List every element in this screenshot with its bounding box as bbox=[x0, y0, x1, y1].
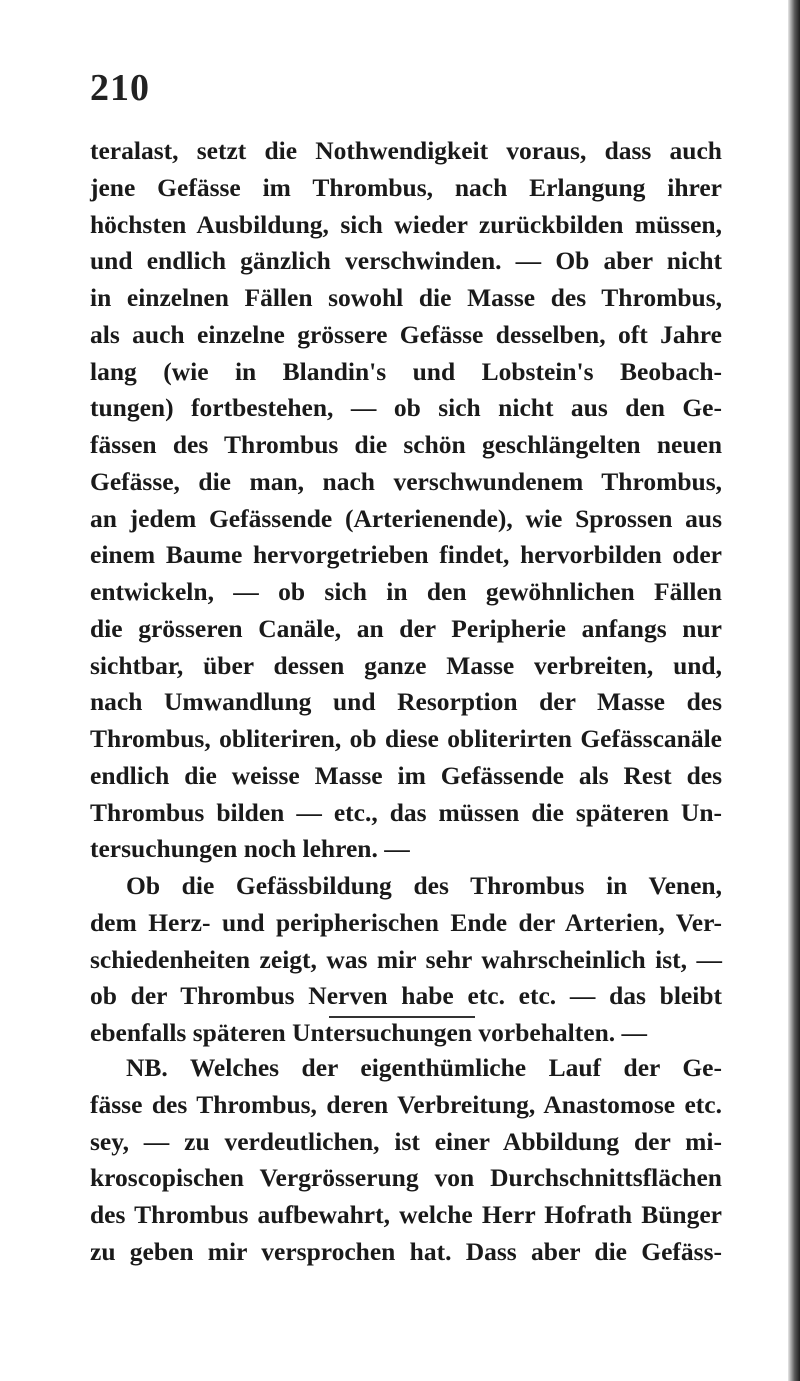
text-line: jene Gefässe im Thrombus, nach Erlangung ihrer bbox=[90, 172, 722, 202]
text-line: als auch einzelne grössere Gefässe desselben, oft Jahre bbox=[90, 319, 722, 349]
text-line: Gefässe, die man, nach verschwundenem Thrombus, bbox=[90, 466, 722, 496]
text-line: sey, — zu verdeutlichen, ist einer Abbildung der mi- bbox=[90, 1126, 722, 1156]
text-line: kroscopischen Vergrösserung von Durchschnittsflächen bbox=[90, 1163, 722, 1193]
text-line: einem Baume hervorgetrieben findet, hervorbilden oder bbox=[90, 540, 722, 570]
note-text-block bbox=[90, 1050, 722, 1271]
note-start-line: NB. Welches der eigenthümliche Lauf der Ge- bbox=[126, 1053, 722, 1082]
text-line: schiedenheiten zeigt, was mir sehr wahrscheinlich ist, — bbox=[90, 944, 722, 974]
text-line: und endlich gänzlich verschwinden. — Ob aber nicht bbox=[90, 246, 722, 276]
page-number: 210 bbox=[90, 67, 150, 109]
text-line: nach Umwandlung und Resorption der Masse des bbox=[90, 687, 722, 717]
text-line: Thrombus bilden — etc., das müssen die späteren Un- bbox=[90, 797, 722, 827]
text-line: die grösseren Canäle, an der Peripherie anfangs nur bbox=[90, 613, 722, 643]
text-line: sichtbar, über dessen ganze Masse verbreiten, und, bbox=[90, 650, 722, 680]
text-line: höchsten Ausbildung, sich wieder zurückbilden müssen, bbox=[90, 209, 722, 239]
text-line: in einzelnen Fällen sowohl die Masse des Thrombus, bbox=[90, 283, 722, 312]
text-line: zu geben mir versprochen hat. Dass aber die Gefäss- bbox=[90, 1236, 722, 1266]
section-separator bbox=[329, 1016, 475, 1018]
text-line: lang (wie in Blandin's und Lobstein's Beobach- bbox=[90, 356, 722, 386]
text-line: tersuchungen noch lehren. — bbox=[90, 834, 410, 864]
text-line: Thrombus, obliteriren, ob diese obliterirten Gefässcanäle bbox=[90, 724, 722, 753]
text-line: entwickeln, — ob sich in den gewöhnlichen Fällen bbox=[90, 577, 722, 606]
text-line: ob der Thrombus Nerven habe etc. etc. — das bleibt bbox=[90, 981, 722, 1011]
text-line: an jedem Gefässende (Arterienende), wie Sprossen aus bbox=[90, 503, 722, 533]
text-line: dem Herz- und peripherischen Ende der Arterien, Ver- bbox=[90, 907, 722, 937]
text-line: fässen des Thrombus die schön geschlängelten neuen bbox=[90, 430, 722, 459]
text-line: tungen) fortbestehen, — ob sich nicht aus den Ge- bbox=[90, 393, 722, 423]
book-spine-edge bbox=[788, 0, 800, 1381]
text-line: ebenfalls späteren Untersuchungen vorbehalten. — bbox=[90, 1018, 648, 1047]
text-line: endlich die weisse Masse im Gefässende als Rest des bbox=[90, 760, 722, 790]
main-text-block bbox=[90, 133, 722, 1052]
text-line: des Thrombus aufbewahrt, welche Herr Hofrath Bünger bbox=[90, 1200, 722, 1229]
paragraph-start-line: Ob die Gefässbildung des Thrombus in Venen, bbox=[126, 871, 722, 900]
text-line: teralast, setzt die Nothwendigkeit voraus, dass auch bbox=[90, 136, 722, 165]
text-line: fässe des Thrombus, deren Verbreitung, Anastomose etc. bbox=[90, 1089, 722, 1119]
